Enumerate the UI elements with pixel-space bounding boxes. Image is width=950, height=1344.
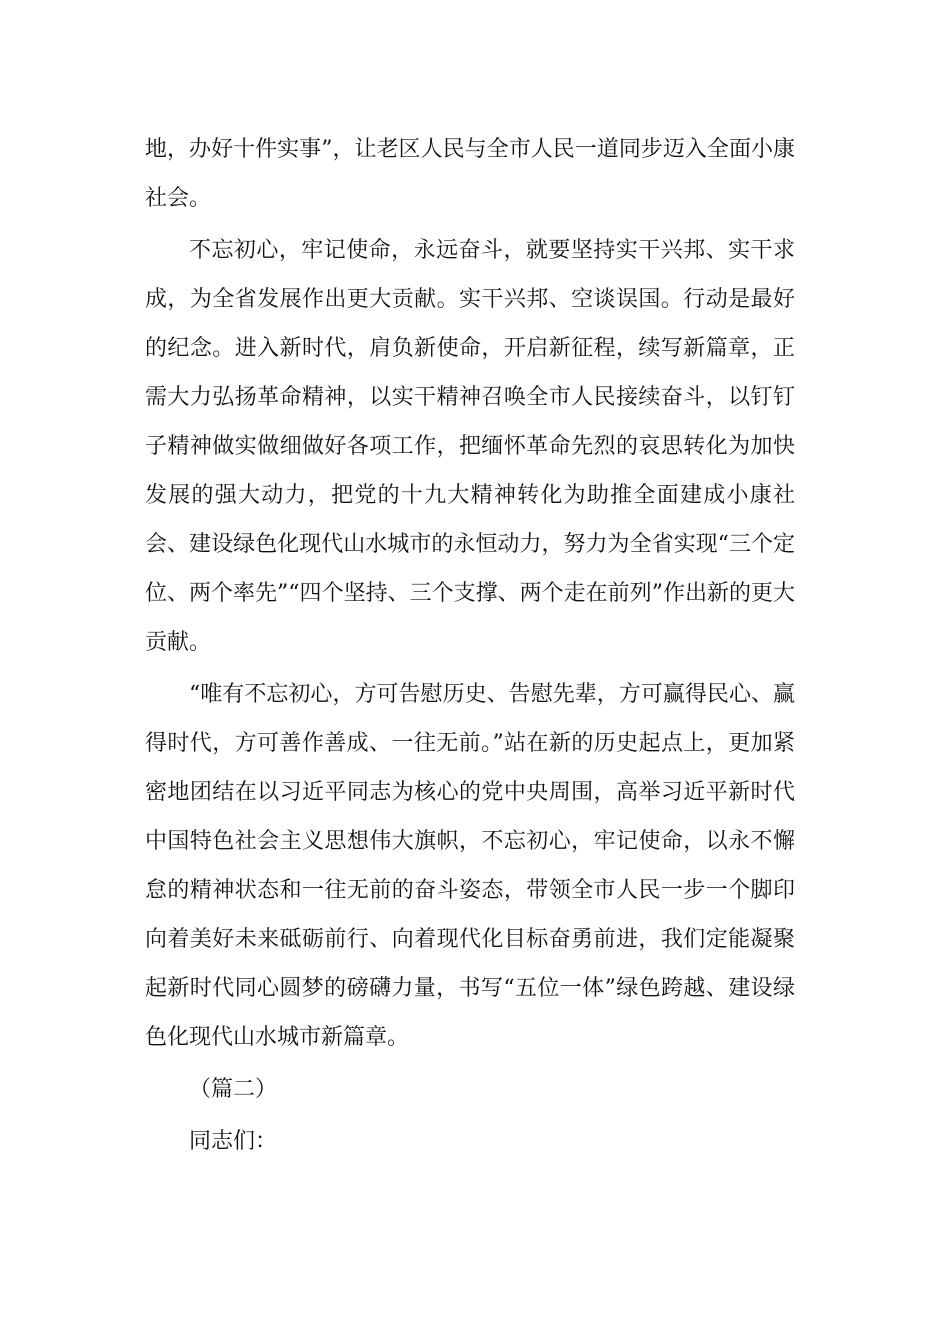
document-body xyxy=(145,125,795,1169)
section-heading: （篇二） xyxy=(189,1077,278,1102)
paragraph-original-aspiration: “唯有不忘初心，方可告慰历史、告慰先辈，方可赢得民心、赢得时代，方可善作善成、一往无前。”站在新的历史起点上，更加紧密地团结在以习近平同志为核心的党中央周围，高举习近平新时代中国特色社会主义思想伟大旗帜，不忘初心，牢记使命，以永不懈怠的精神状态和一往无前的奋斗姿态，带领全市人民一步一个脚印向着美好未来砥砺前行、向着现代化目标奋勇前进，我们定能凝聚起新时代同心圆梦的磅礴力量，书写“五位一体”绿色跨越、建设绿色化现代山水城市新篇章。 xyxy=(145,682,795,1050)
paragraph-practical-work: 不忘初心，牢记使命，永远奋斗，就要坚持实干兴邦、实干求成，为全省发展作出更大贡献。实干兴邦、空谈误国。行动是最好的纪念。进入新时代，肩负新使命，开启新征程，续写新篇章，正需大力弘扬革命精神，以实干精神召唤全市人民接续奋斗，以钉钉子精神做实做细做好各项工作，把缅怀革命先烈的哀思转化为加快发展的强大动力，把党的十九大精神转化为助推全面建成小康社会、建设绿色化现代山水城市的永恒动力，努力为全省实现“三个定位、两个率先”“四个坚持、三个支撑、两个走在前列”作出新的更大贡献。 xyxy=(145,238,795,655)
paragraph-continued: 地，办好十件实事”，让老区人民与全市人民一道同步迈入全面小康社会。 xyxy=(145,137,795,211)
salutation: 同志们： xyxy=(189,1129,278,1154)
